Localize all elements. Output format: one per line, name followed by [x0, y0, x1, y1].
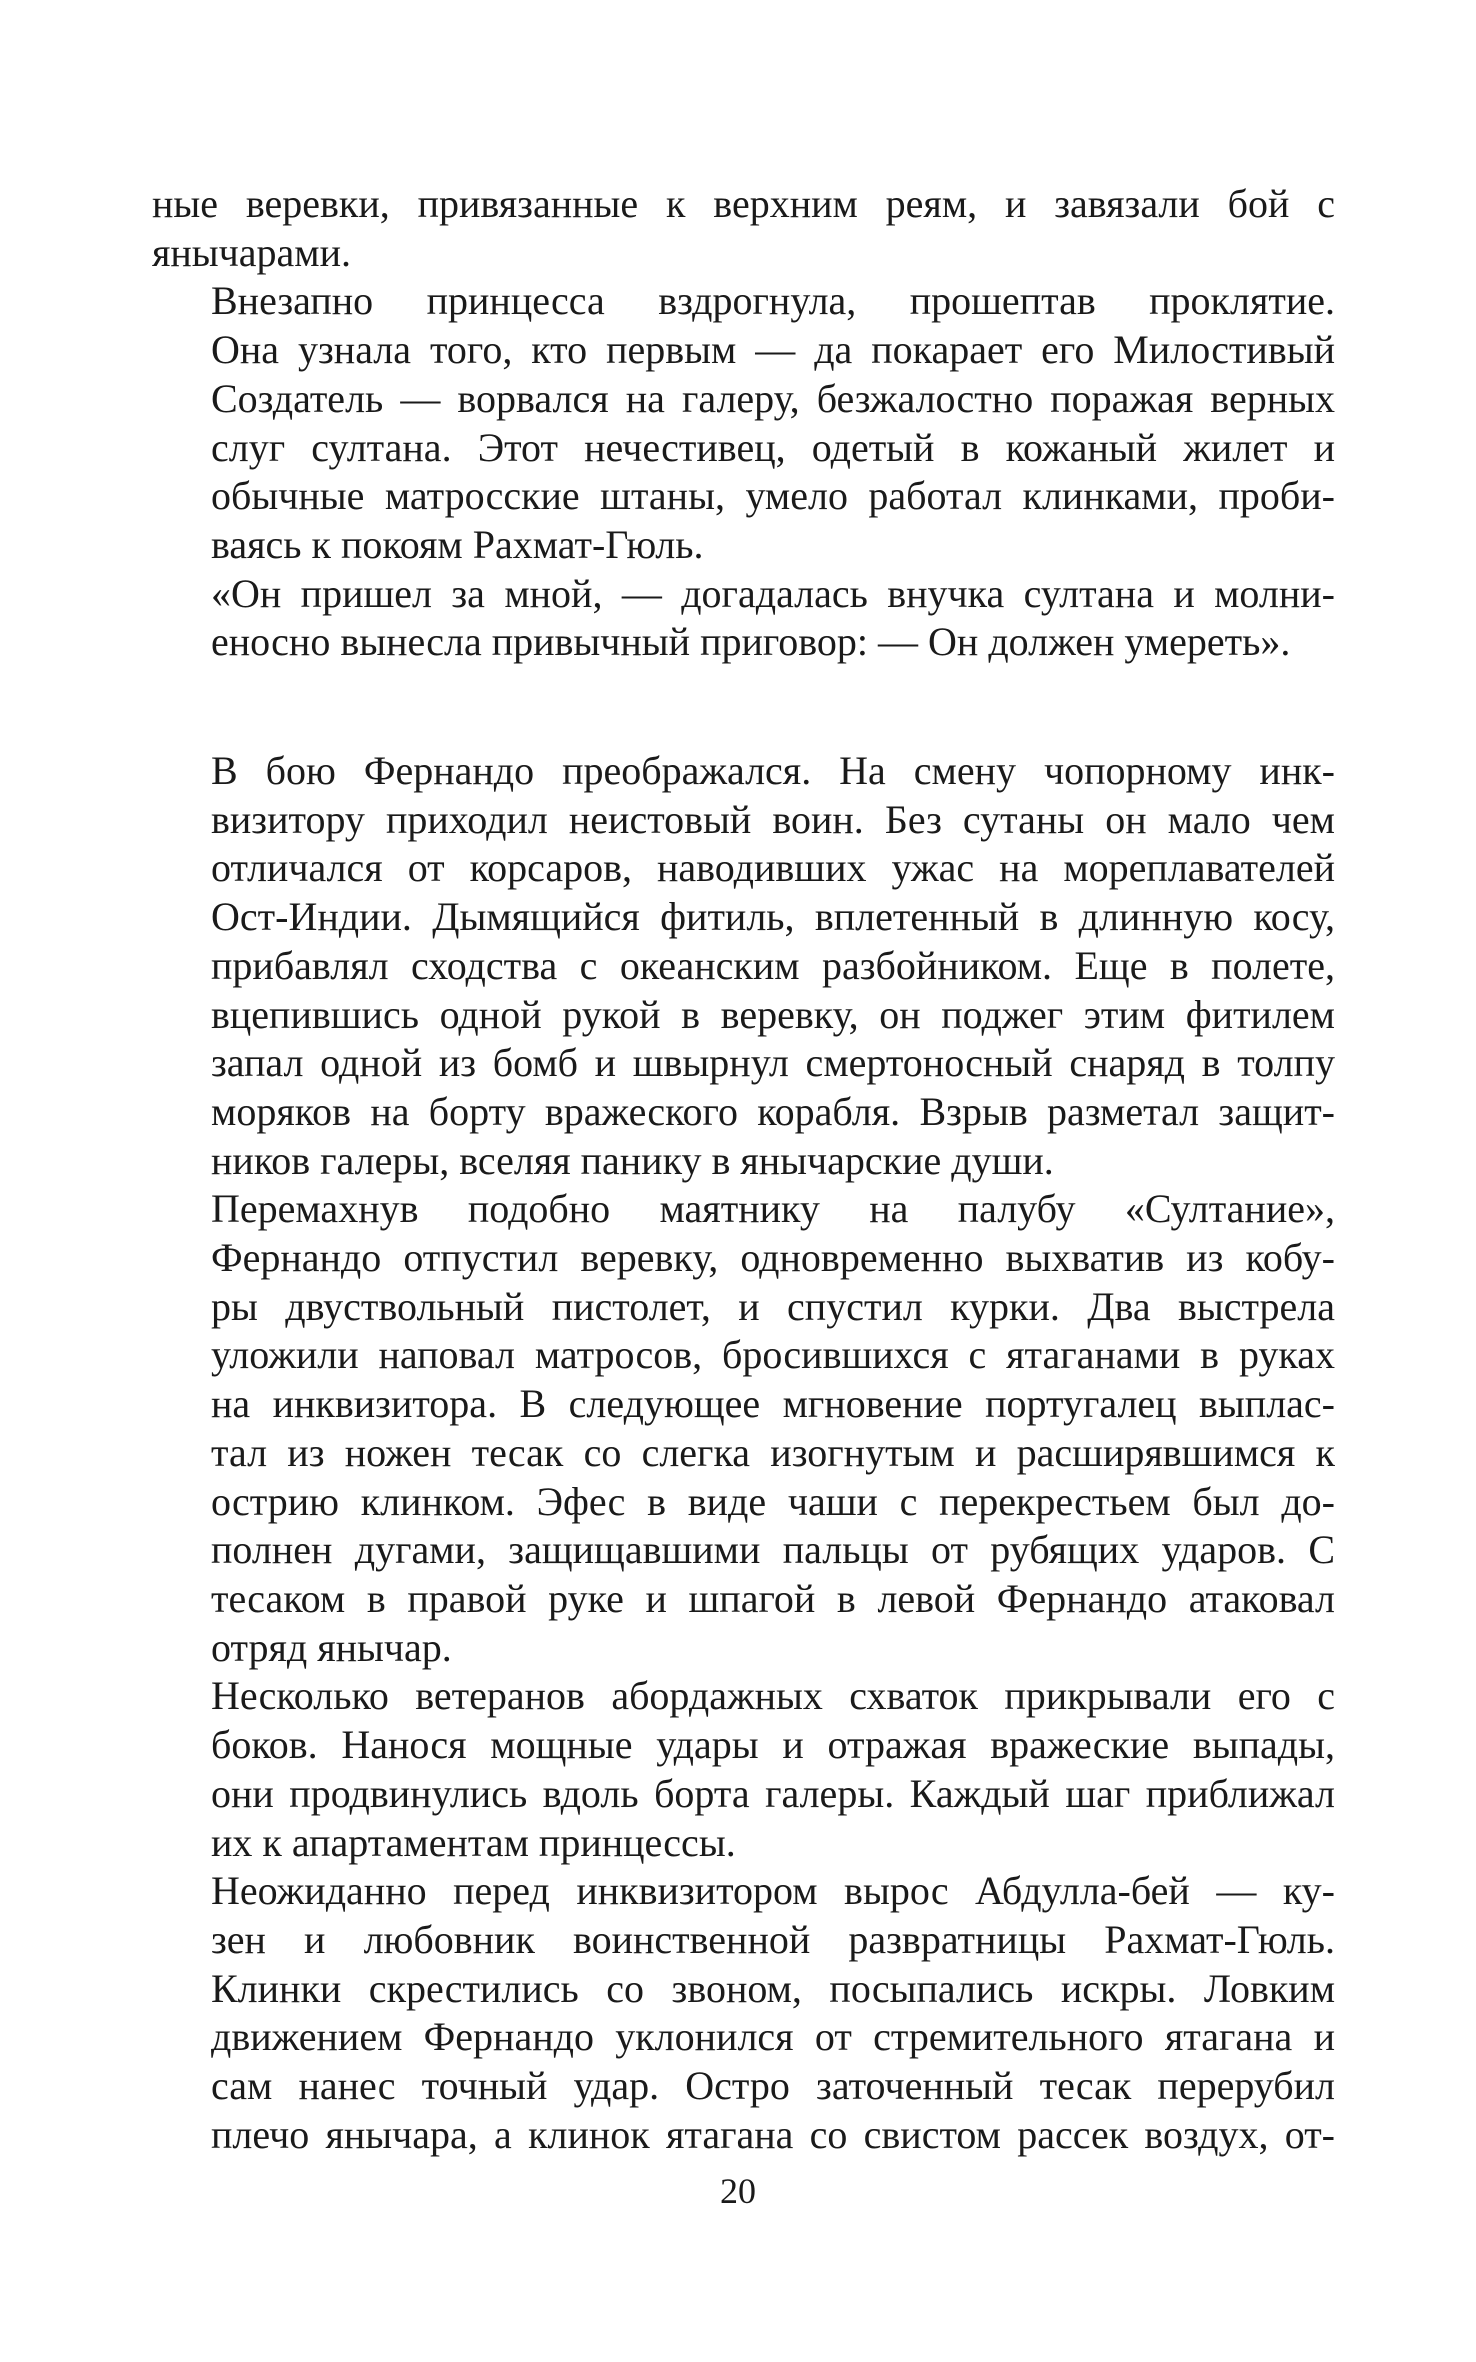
- text-line: Клинки скрестились со звоном, посыпались искры. Ловким: [211, 1965, 1335, 2011]
- text-line: сам нанес точный удар. Остро заточенный тесак перерубил: [211, 2063, 1335, 2109]
- text-line: Создатель — ворвался на галеру, безжалостно поражая верных: [211, 375, 1335, 421]
- text-line: запал одной из бомб и швырнул смертоносный снаряд в толпу: [211, 1040, 1335, 1086]
- text-line: еносно вынесла привычный приговор: — Он должен умереть».: [211, 619, 1291, 665]
- text-line: боков. Нанося мощные удары и отражая вражеские выпады,: [211, 1722, 1335, 1768]
- text-line: «Он пришел за мной, — догадалась внучка султана и молни-: [211, 570, 1335, 616]
- text-line: Внезапно принцесса вздрогнула, прошептав проклятие.: [211, 278, 1335, 324]
- section-break: [152, 667, 1335, 747]
- text-line: на инквизитора. В следующее мгновение португалец выплас-: [211, 1381, 1335, 1427]
- text-line: полнен дугами, защищавшими пальцы от рубящих ударов. С: [211, 1527, 1335, 1573]
- text-section-1: [152, 180, 1335, 667]
- text-line: уложили наповал матросов, бросившихся с ятаганами в руках: [211, 1332, 1335, 1378]
- text-line: острию клинком. Эфес в виде чаши с перекрестьем был до-: [211, 1478, 1335, 1524]
- text-section-2: [152, 747, 1335, 2159]
- text-line: В бою Фернандо преображался. На смену чопорному инк-: [211, 748, 1335, 794]
- text-line: вцепившись одной рукой в веревку, он поджег этим фитилем: [211, 991, 1335, 1037]
- text-line: они продвинулись вдоль борта галеры. Каждый шаг приближал: [211, 1770, 1335, 1816]
- text-line: Неожиданно перед инквизитором вырос Абдулла-бей — ку-: [211, 1868, 1335, 1914]
- text-line: прибавлял сходства с океанским разбойником. Еще в полете,: [211, 942, 1335, 988]
- paragraph: [152, 1672, 1335, 1867]
- text-line: Перемахнув подобно маятнику на палубу «Султание»,: [211, 1186, 1335, 1232]
- text-line: тал из ножен тесак со слегка изогнутым и расширявшимся к: [211, 1429, 1335, 1475]
- text-line: слуг султана. Этот нечестивец, одетый в кожаный жилет и: [211, 424, 1335, 470]
- text-line: движением Фернандо уклонился от стремительного ятагана и: [211, 2014, 1335, 2060]
- text-line: их к апартаментам принцессы.: [211, 1819, 736, 1865]
- text-line: янычарами.: [152, 229, 352, 275]
- text-line: моряков на борту вражеского корабля. Взрыв разметал защит-: [211, 1088, 1335, 1134]
- paragraph: [152, 570, 1335, 667]
- page-body: [152, 180, 1335, 2159]
- text-line: тесаком в правой руке и шпагой в левой Фернандо атаковал: [211, 1575, 1335, 1621]
- text-line: ры двуствольный пистолет, и спустил курки. Два выстрела: [211, 1283, 1335, 1329]
- text-line: ваясь к покоям Рахмат-Гюль.: [211, 521, 704, 567]
- text-line: Несколько ветеранов абордажных схваток прикрывали его с: [211, 1673, 1335, 1719]
- text-line: Ост-Индии. Дымящийся фитиль, вплетенный в длинную косу,: [211, 894, 1335, 940]
- paragraph: [152, 1185, 1335, 1672]
- text-line: Она узнала того, кто первым — да покарает его Милостивый: [211, 327, 1335, 373]
- text-line: плечо янычара, а клинок ятагана со свистом рассек воздух, от-: [211, 2111, 1335, 2157]
- paragraph: [152, 747, 1335, 1185]
- text-line: зен и любовник воинственной развратницы Рахмат-Гюль.: [211, 1916, 1335, 1962]
- text-line: Фернандо отпустил веревку, одновременно выхватив из кобу-: [211, 1235, 1335, 1281]
- text-line: ные веревки, привязанные к верхним реям, и завязали бой с: [152, 181, 1335, 226]
- paragraph: [152, 180, 1335, 277]
- paragraph: [152, 277, 1335, 569]
- text-line: ников галеры, вселяя панику в янычарские души.: [211, 1137, 1054, 1183]
- paragraph: [152, 1867, 1335, 2159]
- text-line: обычные матросские штаны, умело работал клинками, проби-: [211, 473, 1335, 519]
- page-number: 20: [720, 2171, 756, 2211]
- text-line: отряд янычар.: [211, 1624, 452, 1670]
- text-line: отличался от корсаров, наводивших ужас на мореплавателей: [211, 845, 1335, 891]
- text-line: визитору приходил неистовый воин. Без сутаны он мало чем: [211, 796, 1335, 842]
